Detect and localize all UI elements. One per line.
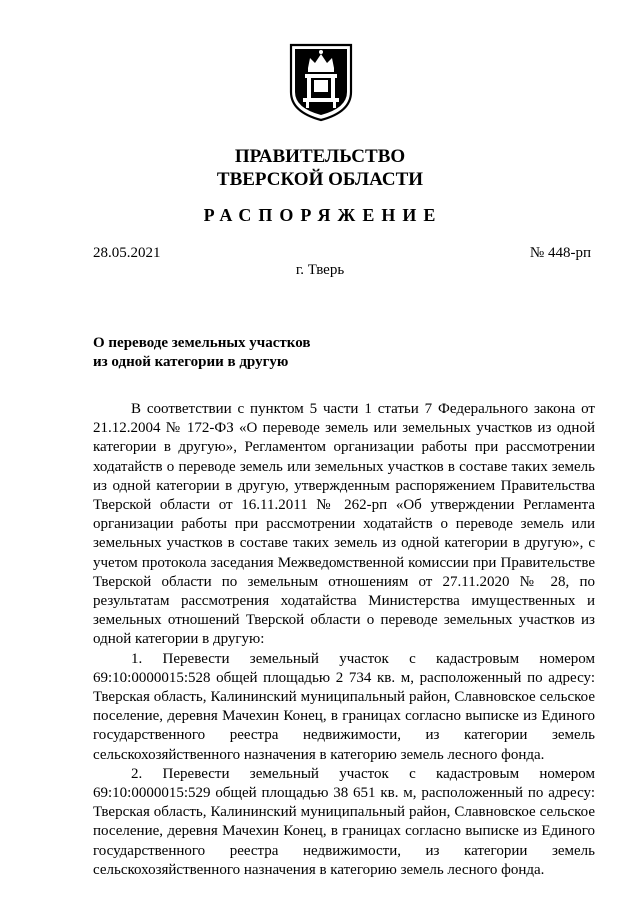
- government-title-line1: ПРАВИТЕЛЬСТВО: [234, 146, 406, 167]
- subject-line1: О переводе земельных участков: [93, 335, 311, 351]
- document-subject: [93, 334, 310, 372]
- document-number: № 448-рп: [529, 245, 591, 261]
- document-type-heading: РАСПОРЯЖЕНИЕ: [203, 205, 443, 225]
- item-1-paragraph: 1. Перевести земельный участок с кадастровым номером 69:10:0000015:528 общей площадью 2 734 кв. м, расположенный по адресу: Тверская область, Калининский муниципальный район, Славновское сельское поселение, деревня Мачехин Конец, в границах согласно выписке из Единого государственного реестра недвижимости, из категории земель сельскохозяйственного назначения в категорию земель лесного фонда.: [93, 650, 595, 763]
- government-title-line2: ТВЕРСКОЙ ОБЛАСТИ: [216, 169, 424, 190]
- document-date: 28.05.2021: [93, 245, 161, 261]
- document-city: г. Тверь: [295, 262, 345, 278]
- document-body: [93, 400, 595, 880]
- preamble-paragraph: В соответствии с пунктом 5 части 1 статьи 7 Федерального закона от 21.12.2004 № 172-ФЗ «О переводе земель или земельных участков из одной категории в другую», Регламентом организации работы при рассмотрении ходатайств о переводе земель или земельных участков в составе таких земель из одной категории в другую, утвержденным распоряжением Правительства Тверской области от 16.11.2011 № 262-рп «Об утверждении Регламента организации работы при рассмотрении ходатайств о переводе земель или земельных участков в составе таких земель из одной категории в другую», с учетом протокола заседания Межведомственной комиссии при Правительстве Тверской области по земельным отношениям от 27.11.2020 № 28, по результатам рассмотрения ходатайства Министерства имущественных и земельных отношений Тверской области о переводе земельных участков из одной категории в другую:: [93, 401, 595, 648]
- subject-line2: из одной категории в другую: [93, 354, 289, 370]
- item-2-paragraph: 2. Перевести земельный участок с кадастровым номером 69:10:0000015:529 общей площадью 38 651 кв. м, расположенный по адресу: Тверская область, Калининский муниципальный район, Славновское сельское поселение, деревня Мачехин Конец, в границах согласно выписке из Единого государственного реестра недвижимости, из категории земель сельскохозяйственного назначения в категорию земель лесного фонда.: [93, 765, 595, 878]
- coat-of-arms-emblem: [288, 42, 354, 122]
